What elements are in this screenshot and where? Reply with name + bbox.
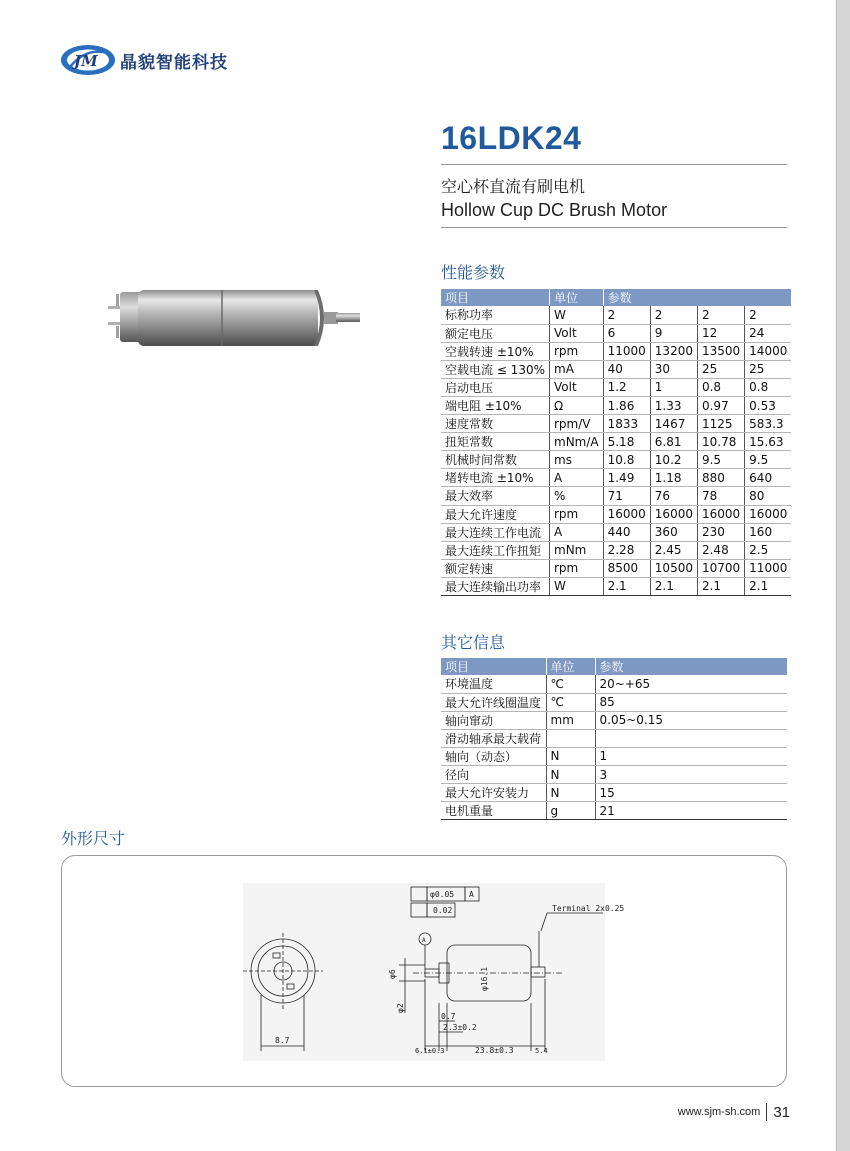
row-value: 880 xyxy=(697,469,744,487)
table-row xyxy=(441,541,791,559)
body-diameter: φ16.1 xyxy=(480,966,489,991)
table-header-row xyxy=(441,289,791,306)
row-value: 30 xyxy=(650,360,697,378)
row-unit: A xyxy=(550,469,604,487)
flange-diameter: φ2 xyxy=(396,1003,405,1013)
row-label: 空载转速 ±10% xyxy=(441,342,550,360)
row-value: 76 xyxy=(650,487,697,505)
header-item: 项目 xyxy=(441,658,546,675)
row-unit: ℃ xyxy=(546,675,595,693)
datum-label: A xyxy=(469,890,474,899)
row-value: 2.1 xyxy=(697,577,744,595)
table-row xyxy=(441,505,791,523)
row-unit: ms xyxy=(550,451,604,469)
row-label: 空载电流 ≤ 130% xyxy=(441,360,550,378)
dim-8-7: 8.7 xyxy=(275,1036,290,1045)
row-value: 160 xyxy=(745,523,792,541)
row-value: 2.1 xyxy=(650,577,697,595)
dim-2-3: 2.3±0.2 xyxy=(443,1023,477,1032)
table-row xyxy=(441,469,791,487)
row-value: 5.18 xyxy=(603,433,650,451)
row-unit: N xyxy=(546,765,595,783)
header-unit: 单位 xyxy=(550,289,604,306)
row-value: 0.97 xyxy=(697,396,744,414)
row-value: 1.33 xyxy=(650,396,697,414)
website-url: www.sjm-sh.com xyxy=(677,1106,761,1118)
row-value: 85 xyxy=(595,693,787,711)
table-row xyxy=(441,559,791,577)
row-value: 15.63 xyxy=(745,433,792,451)
dim-5-4: 5.4 xyxy=(535,1047,548,1055)
table-row xyxy=(441,396,791,414)
row-value: 1 xyxy=(595,747,787,765)
brand-name: 晶貌智能科技 xyxy=(120,52,228,73)
table-row xyxy=(441,729,787,747)
row-label: 最大连续工作扭矩 xyxy=(441,541,550,559)
page-number: 31 xyxy=(773,1103,790,1121)
row-value: 0.8 xyxy=(697,378,744,396)
row-value: 13200 xyxy=(650,342,697,360)
row-value: 1125 xyxy=(697,415,744,433)
row-value: 16000 xyxy=(745,505,792,523)
dimension-drawing xyxy=(243,883,625,1061)
row-unit: mNm xyxy=(550,541,604,559)
row-label: 最大效率 xyxy=(441,487,550,505)
row-value: 9.5 xyxy=(697,451,744,469)
row-value: 2 xyxy=(745,306,792,324)
row-label: 最大连续输出功率 xyxy=(441,577,550,595)
row-value: 1.18 xyxy=(650,469,697,487)
row-value: 3 xyxy=(595,765,787,783)
row-value: 2.45 xyxy=(650,541,697,559)
row-label: 额定转速 xyxy=(441,559,550,577)
table-row xyxy=(441,451,791,469)
header-params: 参数 xyxy=(595,658,787,675)
row-unit: % xyxy=(550,487,604,505)
row-value: 16000 xyxy=(650,505,697,523)
page-edge xyxy=(836,0,850,1151)
table-row xyxy=(441,433,791,451)
row-value: 11000 xyxy=(745,559,792,577)
row-label: 最大允许线圈温度 xyxy=(441,693,546,711)
header-params: 参数 xyxy=(603,289,791,306)
row-unit: rpm xyxy=(550,342,604,360)
row-value: 2.1 xyxy=(745,577,792,595)
page-footer xyxy=(678,1103,790,1121)
row-value: 2 xyxy=(603,306,650,324)
dim-6-1: 6.1±0.3 xyxy=(415,1047,445,1055)
row-unit: mNm/A xyxy=(550,433,604,451)
row-value: 10700 xyxy=(697,559,744,577)
row-value: 1 xyxy=(650,378,697,396)
row-value: 20~+65 xyxy=(595,675,787,693)
title-divider xyxy=(441,164,787,165)
row-value: 2.48 xyxy=(697,541,744,559)
row-value: 2.5 xyxy=(745,541,792,559)
table-row xyxy=(441,784,787,802)
row-value: 6.81 xyxy=(650,433,697,451)
dim-0-7: 0.7 xyxy=(441,1012,456,1021)
product-model: 16LDK24 xyxy=(441,120,582,156)
row-value xyxy=(595,729,787,747)
row-label: 机械时间常数 xyxy=(441,451,550,469)
svg-text:JM: JM xyxy=(74,52,98,70)
dimensions-title: 外形尺寸 xyxy=(61,829,126,848)
shaft-diameter: φ6 xyxy=(388,969,397,979)
table-row xyxy=(441,765,787,783)
jm-logo-icon xyxy=(60,43,116,77)
table-row xyxy=(441,711,787,729)
table-row xyxy=(441,378,791,396)
row-label: 端电阻 ±10% xyxy=(441,396,550,414)
table-row xyxy=(441,577,791,595)
row-value: 9.5 xyxy=(745,451,792,469)
row-value: 21 xyxy=(595,802,787,820)
row-label: 径向 xyxy=(441,765,546,783)
row-value: 14000 xyxy=(745,342,792,360)
row-label: 滑动轴承最大载荷 xyxy=(441,729,546,747)
row-label: 轴向（动态） xyxy=(441,747,546,765)
row-unit: N xyxy=(546,747,595,765)
table-row xyxy=(441,523,791,541)
row-value: 25 xyxy=(697,360,744,378)
row-value: 80 xyxy=(745,487,792,505)
row-value: 640 xyxy=(745,469,792,487)
tolerance-flatness: φ0.05 xyxy=(430,890,455,899)
row-value: 1.86 xyxy=(603,396,650,414)
tolerance-runout: 0.02 xyxy=(433,906,453,915)
row-value: 10.2 xyxy=(650,451,697,469)
row-value: 25 xyxy=(745,360,792,378)
row-unit: mA xyxy=(550,360,604,378)
row-unit xyxy=(546,729,595,747)
subtitle-divider xyxy=(441,227,787,228)
table-row xyxy=(441,324,791,342)
row-unit: rpm xyxy=(550,505,604,523)
row-label: 最大连续工作电流 xyxy=(441,523,550,541)
row-value: 2.1 xyxy=(603,577,650,595)
row-unit: Ω xyxy=(550,396,604,414)
row-label: 扭矩常数 xyxy=(441,433,550,451)
row-unit: N xyxy=(546,784,595,802)
table-row xyxy=(441,802,787,820)
table-row xyxy=(441,487,791,505)
dim-23-8: 23.8±0.3 xyxy=(475,1046,514,1055)
row-value: 6 xyxy=(603,324,650,342)
row-value: 2.28 xyxy=(603,541,650,559)
datum-marker: A xyxy=(422,937,426,944)
product-name-en: Hollow Cup DC Brush Motor xyxy=(441,200,668,220)
row-label: 最大允许速度 xyxy=(441,505,550,523)
other-info-table xyxy=(441,658,787,820)
row-value: 8500 xyxy=(603,559,650,577)
header-unit: 单位 xyxy=(546,658,595,675)
other-info-title: 其它信息 xyxy=(441,633,506,652)
row-label: 最大允许安装力 xyxy=(441,784,546,802)
row-unit: mm xyxy=(546,711,595,729)
row-label: 启动电压 xyxy=(441,378,550,396)
row-value: 16000 xyxy=(603,505,650,523)
row-value: 10500 xyxy=(650,559,697,577)
row-unit: A xyxy=(550,523,604,541)
product-name-cn: 空心杯直流有刷电机 xyxy=(441,177,586,196)
row-value: 71 xyxy=(603,487,650,505)
brand-logo xyxy=(60,42,228,78)
row-value: 1467 xyxy=(650,415,697,433)
row-unit: W xyxy=(550,577,604,595)
row-unit: g xyxy=(546,802,595,820)
performance-title: 性能参数 xyxy=(441,263,506,282)
row-label: 环境温度 xyxy=(441,675,546,693)
row-unit: ℃ xyxy=(546,693,595,711)
row-label: 堵转电流 ±10% xyxy=(441,469,550,487)
row-label: 标称功率 xyxy=(441,306,550,324)
performance-table xyxy=(441,289,791,596)
row-value: 10.8 xyxy=(603,451,650,469)
row-value: 230 xyxy=(697,523,744,541)
row-value: 0.8 xyxy=(745,378,792,396)
row-value: 2 xyxy=(650,306,697,324)
row-value: 440 xyxy=(603,523,650,541)
table-header-row xyxy=(441,658,787,675)
row-value: 0.53 xyxy=(745,396,792,414)
row-label: 电机重量 xyxy=(441,802,546,820)
row-unit: W xyxy=(550,306,604,324)
terminal-label: Terminal 2x0.25 xyxy=(552,904,625,913)
row-value: 1833 xyxy=(603,415,650,433)
row-value: 360 xyxy=(650,523,697,541)
table-row xyxy=(441,747,787,765)
row-unit: rpm/V xyxy=(550,415,604,433)
row-value: 24 xyxy=(745,324,792,342)
row-value: 0.05~0.15 xyxy=(595,711,787,729)
row-value: 1.49 xyxy=(603,469,650,487)
motor-photo xyxy=(104,278,368,356)
table-row xyxy=(441,342,791,360)
row-value: 16000 xyxy=(697,505,744,523)
row-value: 9 xyxy=(650,324,697,342)
header-item: 项目 xyxy=(441,289,550,306)
row-value: 15 xyxy=(595,784,787,802)
row-value: 13500 xyxy=(697,342,744,360)
row-value: 78 xyxy=(697,487,744,505)
row-label: 速度常数 xyxy=(441,415,550,433)
footer-separator xyxy=(766,1103,767,1121)
row-value: 12 xyxy=(697,324,744,342)
row-label: 额定电压 xyxy=(441,324,550,342)
table-row xyxy=(441,415,791,433)
row-value: 1.2 xyxy=(603,378,650,396)
row-label: 轴向窜动 xyxy=(441,711,546,729)
table-row xyxy=(441,306,791,324)
row-value: 11000 xyxy=(603,342,650,360)
table-row xyxy=(441,693,787,711)
row-value: 40 xyxy=(603,360,650,378)
row-value: 10.78 xyxy=(697,433,744,451)
table-row xyxy=(441,675,787,693)
row-value: 2 xyxy=(697,306,744,324)
row-unit: Volt xyxy=(550,324,604,342)
table-row xyxy=(441,360,791,378)
row-unit: rpm xyxy=(550,559,604,577)
row-unit: Volt xyxy=(550,378,604,396)
row-value: 583.3 xyxy=(745,415,792,433)
